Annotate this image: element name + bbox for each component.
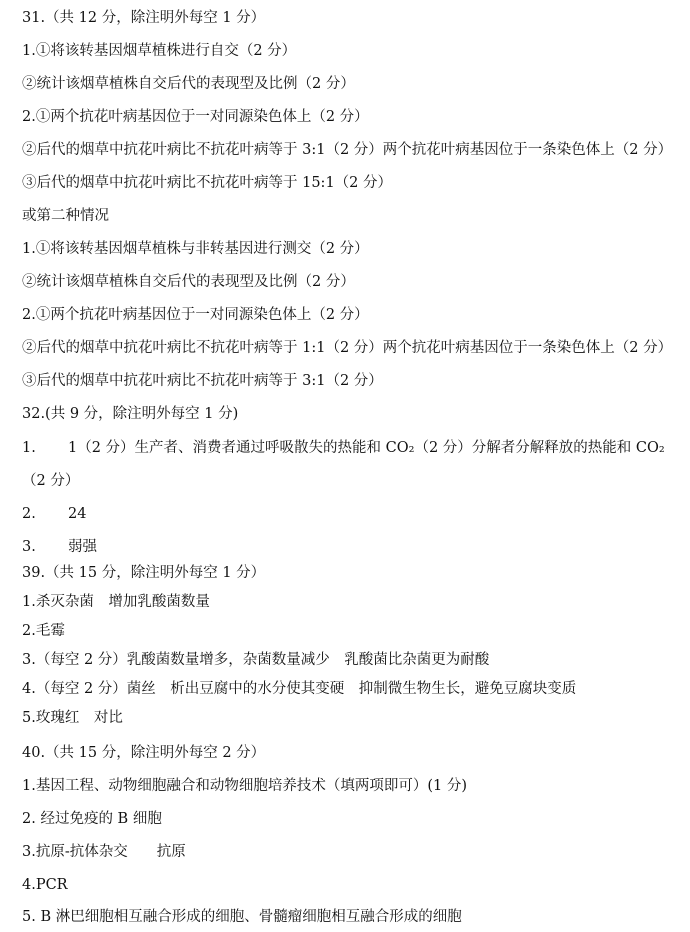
answer-line: 5. B 淋巴细胞相互融合形成的细胞、骨髓瘤细胞相互融合形成的细胞 [22, 909, 462, 925]
item-text: 弱强 [68, 539, 97, 555]
answer-line: 3.（每空 2 分）乳酸菌数量增多，杂菌数量减少 乳酸菌比杂菌更为耐酸 [22, 652, 490, 668]
item-number: 1. [22, 440, 36, 456]
answer-line: 5.玫瑰红 对比 [22, 710, 123, 726]
answer-line: 1.①将该转基因烟草植株进行自交（2 分） [22, 43, 297, 59]
answer-line: 3.抗原-抗体杂交 抗原 [22, 844, 186, 860]
answer-line [22, 537, 676, 557]
answer-line [22, 432, 676, 498]
answer-line: ③后代的烟草中抗花叶病比不抗花叶病等于 15:1（2 分） [22, 175, 393, 191]
section-32-header: 32.(共 9 分，除注明外每空 1 分) [22, 406, 239, 422]
item-text: 1（2 分）生产者、消费者通过呼吸散失的热能和 CO₂（2 分）分解者分解释放的热能和 CO₂（2 分） [22, 440, 665, 489]
answer-line: 4.（每空 2 分）菌丝 析出豆腐中的水分使其变硬 抑制微生物生长，避免豆腐块变质 [22, 681, 577, 697]
item-text: 24 [68, 506, 87, 522]
answer-line: 1.基因工程、动物细胞融合和动物细胞培养技术（填两项即可）(1 分) [22, 778, 467, 794]
answer-line: 4.PCR [22, 877, 68, 893]
answer-line: 2.毛霉 [22, 623, 65, 639]
answer-line: 2.①两个抗花叶病基因位于一对同源染色体上（2 分） [22, 109, 369, 125]
answer-line: ③后代的烟草中抗花叶病比不抗花叶病等于 3:1（2 分） [22, 373, 383, 389]
answer-line: 1.杀灭杂菌 增加乳酸菌数量 [22, 594, 210, 610]
answer-line [22, 504, 676, 524]
answer-line: 1.①将该转基因烟草植株与非转基因进行测交（2 分） [22, 241, 369, 257]
answer-line: ②统计该烟草植株自交后代的表现型及比例（2 分） [22, 76, 355, 92]
item-number: 3. [22, 539, 36, 555]
answer-line: ②统计该烟草植株自交后代的表现型及比例（2 分） [22, 274, 355, 290]
alternate-case-label: 或第二种情况 [22, 208, 109, 224]
answer-line: 2.①两个抗花叶病基因位于一对同源染色体上（2 分） [22, 307, 369, 323]
answer-line: ②后代的烟草中抗花叶病比不抗花叶病等于 3:1（2 分）两个抗花叶病基因位于一条染色体上（2 分） [22, 142, 673, 158]
answer-line: 2. 经过免疫的 B 细胞 [22, 811, 162, 827]
section-39-header: 39.（共 15 分，除注明外每空 1 分） [22, 565, 266, 581]
section-40-header: 40.（共 15 分，除注明外每空 2 分） [22, 745, 266, 761]
item-number: 2. [22, 506, 36, 522]
answer-line: ②后代的烟草中抗花叶病比不抗花叶病等于 1:1（2 分）两个抗花叶病基因位于一条染色体上（2 分） [22, 340, 673, 356]
section-31-header: 31.（共 12 分，除注明外每空 1 分） [22, 10, 266, 26]
